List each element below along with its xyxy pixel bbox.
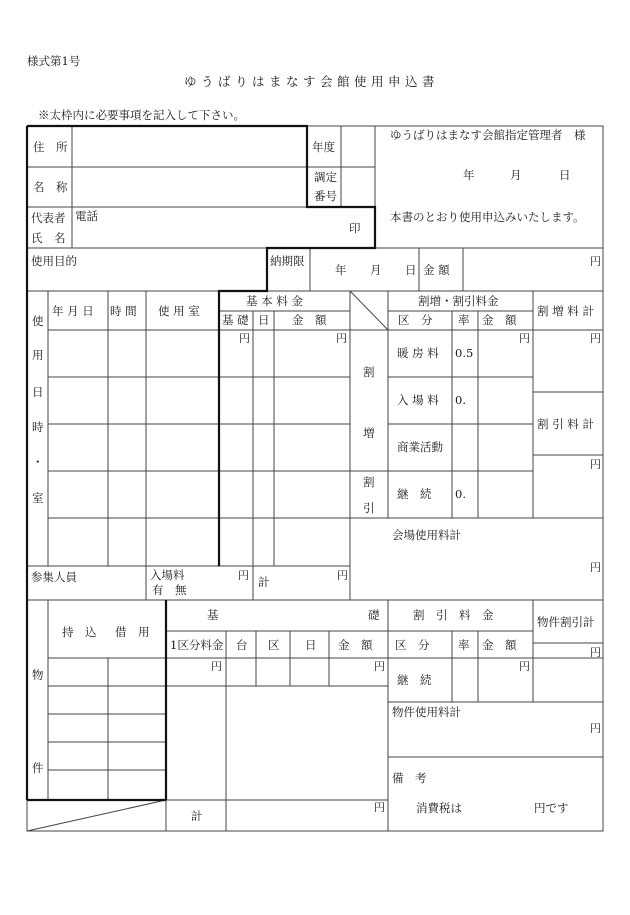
date-month: 月	[510, 168, 522, 182]
discount-vertical-1: 割	[363, 475, 375, 489]
date-day: 日	[559, 168, 571, 182]
disc-amount-yen: 円	[519, 660, 530, 673]
tax-suffix: 円です	[534, 801, 569, 815]
rate-header: 率	[458, 313, 470, 327]
fiscal-year-label: 年度	[312, 140, 335, 154]
rate-continuation: 0.	[455, 487, 466, 501]
usage-side-label-4: 時	[32, 420, 44, 434]
representative-label-2: 氏 名	[31, 231, 66, 245]
item-discount-total-yen: 円	[590, 646, 601, 659]
amount-label: 金 額	[423, 263, 450, 277]
address-field[interactable]	[74, 128, 304, 165]
items-total-yen: 円	[374, 801, 385, 814]
col-room: 使 用 室	[158, 304, 200, 318]
admission-fee-label: 入場料	[150, 568, 185, 582]
name-field[interactable]	[74, 169, 304, 205]
surcharge-vertical-2: 増	[363, 426, 375, 440]
disc-section-header: 区 分	[395, 638, 430, 652]
phone-label: 電話	[75, 209, 98, 223]
col-date: 年 月 日	[52, 304, 94, 318]
purpose-label: 使用目的	[31, 254, 77, 268]
usage-side-label-5: ・	[32, 455, 44, 469]
admission-yen: 円	[238, 569, 249, 582]
instruction-note: ※太枠内に必要事項を記入して下さい。	[38, 108, 245, 122]
remarks-label: 備 考	[392, 771, 427, 785]
form-number: 様式第1号	[27, 54, 81, 68]
usage-side-label-1: 使	[32, 314, 44, 328]
amount-yen-usage: 円	[336, 332, 347, 345]
application-statement: 本書のとおり使用申込みいたします。	[390, 210, 585, 224]
seal-mark: 印	[349, 221, 361, 235]
deadline-label: 納期限	[270, 254, 305, 268]
items-total-label: 計	[191, 809, 203, 823]
item-amount-header: 金 額	[338, 638, 373, 652]
purpose-field[interactable]	[29, 272, 265, 289]
disc-amount-header: 金 額	[482, 638, 517, 652]
item-discount-fee-header: 割 引 料 金	[413, 608, 494, 622]
items-side-label-1: 物	[32, 668, 44, 682]
usage-side-label-3: 日	[32, 385, 44, 399]
hall-fee-total-yen: 円	[590, 561, 601, 574]
deadline-day: 日	[405, 263, 417, 277]
date-year: 年	[463, 168, 475, 182]
usage-side-label-6: 室	[32, 491, 44, 505]
rate-heating: 0.5	[455, 346, 474, 360]
discount-total-yen: 円	[590, 458, 601, 471]
surcharge-header: 割増・割引料金	[418, 294, 499, 308]
item-basic-header: 基 礎	[207, 608, 380, 622]
name-label: 名 称	[33, 180, 68, 194]
deadline-year: 年	[335, 263, 347, 277]
item-heating: 暖 房 料	[397, 346, 439, 360]
representative-field[interactable]	[110, 209, 340, 246]
usage-side-label-2: 用	[32, 348, 44, 362]
participants-field[interactable]	[90, 568, 144, 598]
surcharge-total-header: 割 増 料 計	[537, 304, 594, 318]
address-label: 住 所	[33, 140, 68, 154]
days-header: 日	[258, 313, 270, 327]
form-title: ゆうばりはまなす会館使用申込書	[184, 74, 440, 89]
item-admission: 入 場 料	[397, 393, 439, 407]
item-commercial: 商業活動	[397, 440, 443, 454]
unit-price-header: 1区分料金	[170, 638, 224, 652]
representative-label-1: 代表者	[31, 211, 66, 225]
participants-total-yen: 円	[337, 569, 348, 582]
participants-label: 参集人員	[31, 570, 77, 584]
basic-yen: 円	[239, 332, 250, 345]
deadline-month: 月	[370, 263, 382, 277]
surcharge-amount-header: 金 額	[482, 313, 517, 327]
discount-total-header: 割 引 料 計	[537, 417, 594, 431]
surcharge-yen: 円	[519, 332, 530, 345]
item-continuation: 継 続	[397, 673, 432, 687]
item-section-header: 区	[268, 638, 280, 652]
amount-field[interactable]	[465, 250, 601, 289]
basic-fee-header: 基 本 料 金	[246, 294, 303, 308]
discount-vertical-2: 引	[363, 501, 375, 515]
item-fee-total-label: 物件使用料計	[392, 705, 461, 719]
unit-price-yen: 円	[211, 660, 222, 673]
surcharge-vertical-1: 割	[363, 365, 375, 379]
tax-label: 消費税は	[416, 801, 462, 815]
addressee-text: ゆうばりはまなす会館指定管理者 様	[390, 128, 586, 142]
amount-yen: 円	[590, 255, 601, 268]
basic-header: 基 礎	[222, 313, 249, 327]
hall-fee-total-label: 会場使用料計	[392, 528, 461, 542]
section-header: 区 分	[398, 313, 433, 327]
col-time: 時 間	[110, 304, 137, 318]
item-amount-yen: 円	[374, 660, 385, 673]
disc-rate-header: 率	[458, 638, 470, 652]
survey-number-field[interactable]	[343, 169, 373, 205]
items-side-label-2: 件	[32, 761, 44, 775]
item-discount-total-header: 物件割引計	[537, 615, 595, 629]
amount-header: 金 額	[292, 313, 327, 327]
item-days-header: 日	[305, 638, 317, 652]
rate-admission: 0.	[455, 393, 466, 407]
item-continuation: 継 続	[397, 487, 432, 501]
survey-label-2: 番号	[314, 189, 337, 203]
bring-in-header: 持 込	[62, 625, 97, 639]
count-header: 台	[236, 638, 248, 652]
rent-header: 借 用	[115, 625, 150, 639]
survey-label-1: 調定	[314, 170, 337, 184]
participants-total-label: 計	[258, 575, 270, 589]
fiscal-year-field[interactable]	[343, 128, 373, 165]
item-fee-total-yen: 円	[590, 722, 601, 735]
admission-yes-no[interactable]: 有 無	[152, 583, 187, 597]
surcharge-total-yen: 円	[590, 332, 601, 345]
